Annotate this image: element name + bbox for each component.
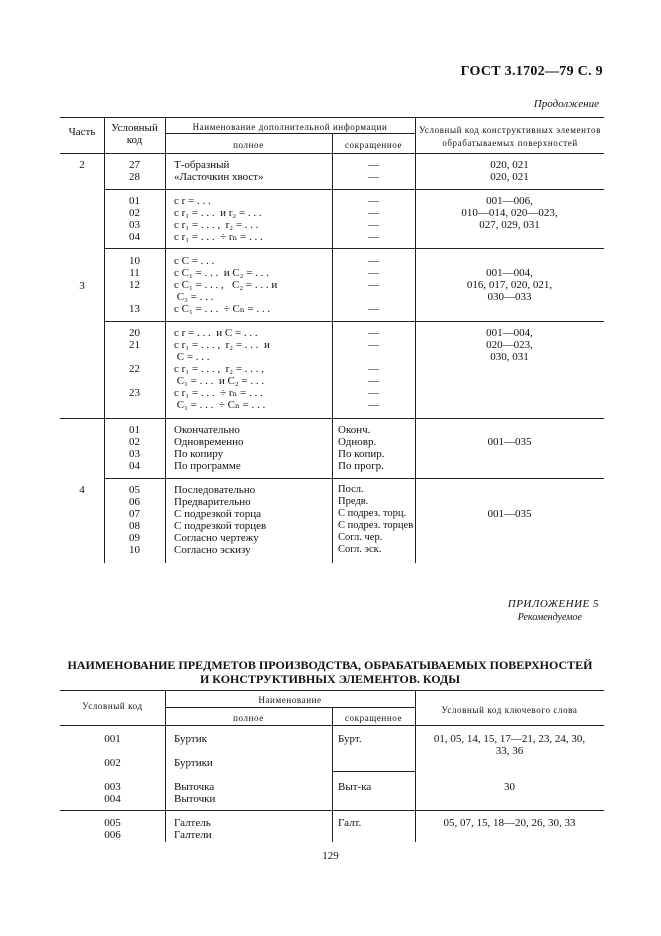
t2-row3-key: 30 bbox=[504, 781, 515, 793]
t2-row3-short: Выт-ка bbox=[338, 781, 372, 793]
codes-g3b: 10 11 12 13 bbox=[129, 255, 140, 315]
page-header: ГОСТ 3.1702—79 С. 9 bbox=[460, 64, 603, 79]
surface-g3a: 001—006, 010—014, 020—023, 027, 029, 031 bbox=[461, 195, 558, 231]
codes-g3c: 20 21 22 23 bbox=[129, 327, 140, 399]
names-g3a: с r = . . . с r₁ = . . . и r₂ = . . . с r₁ = . . . , r₂ = . . . с r₁ = . . . ÷ rₙ = . . . bbox=[174, 195, 263, 243]
t2-row2-code: 002 bbox=[104, 757, 121, 769]
codes-g4b: 05 06 07 08 09 10 bbox=[129, 484, 140, 556]
t2-row4-short: Галт. bbox=[338, 817, 362, 829]
names-g2: Т-образный «Ласточкин хвост» bbox=[174, 159, 264, 183]
shorts-g3a: — — — — bbox=[368, 195, 379, 243]
t2-row4-key: 05, 07, 15, 18—20, 26, 30, 33 bbox=[443, 817, 576, 829]
shorts-g3b: — — — — bbox=[368, 255, 379, 315]
part-2: 2 bbox=[79, 159, 85, 171]
t2-row2-full: Буртики bbox=[174, 757, 213, 769]
col-short-header: сокращенное bbox=[344, 140, 403, 150]
shorts-g3c: — — — — — — bbox=[368, 327, 379, 411]
col-part-header: Часть bbox=[68, 126, 96, 138]
col-surface-header: Условный код конструктивных элементов обрабатываемых поверхностей bbox=[419, 125, 601, 148]
shorts-g2: — — bbox=[368, 159, 379, 183]
shorts-g4a: Оконч. Одновр. По копир. По прогр. bbox=[338, 424, 385, 472]
t2-row1-short: Бурт. bbox=[338, 733, 362, 745]
appendix-title: НАИМЕНОВАНИЕ ПРЕДМЕТОВ ПРОИЗВОДСТВА, ОБРАБАТЫВАЕМЫХ ПОВЕРХНОСТЕЙ И КОНСТРУКТИВНЫХ ЭЛЕМЕНТОВ. КОДЫ bbox=[67, 658, 593, 686]
col-info-header: Наименование дополнительной информации bbox=[192, 122, 388, 132]
t2-row1-code: 001 bbox=[104, 733, 121, 745]
names-g3c: с r = . . . и C = . . . с r₁ = . . . , r₂ = . . . и C = . . . с r₁ = . . . , r₂ = . . . , C₁ = . . . и C₂ = . . . с r₁ = . . . ÷ rₙ = . . . C₁ = . . . ÷ Cₙ = . . . bbox=[174, 327, 270, 411]
names-g3b: с C = . . . с C₁ = . . . и C₂ = . . . с C₁ = . . . , C₂ = . . . и C₃ = . . . с C₁ = . . . ÷ Cₙ = . . . bbox=[174, 255, 278, 315]
surface-g4b: 001—035 bbox=[487, 508, 532, 520]
codes-g3a: 01 02 03 04 bbox=[129, 195, 140, 243]
col-code-header: Условный код bbox=[111, 122, 158, 146]
t2-row3-full: Выточка Выточки bbox=[174, 781, 216, 805]
t2-row4-full: Галтель Галтели bbox=[174, 817, 212, 841]
t2-row3-code: 003 004 bbox=[104, 781, 121, 805]
shorts-g4b: Посл. Предв. С подрез. торц. С подрез. торцев Согл. чер. Согл. эск. bbox=[338, 484, 414, 555]
t2-col-key-header: Условный код ключевого слова bbox=[441, 705, 578, 715]
col-full-header: полное bbox=[233, 140, 264, 150]
surface-g3b: 001—004, 016, 017, 020, 021, 030—033 bbox=[466, 267, 553, 303]
codes-g2: 27 28 bbox=[129, 159, 140, 183]
surface-g3c: 001—004, 020—023, 030, 031 bbox=[486, 327, 533, 363]
appendix-label: ПРИЛОЖЕНИЕ 5 bbox=[507, 598, 599, 610]
appendix-note: Рекомендуемое bbox=[517, 612, 582, 623]
t2-col-code-header: Условный код bbox=[82, 701, 143, 711]
continuation-label: Продолжение bbox=[533, 98, 599, 110]
surface-g2: 020, 021 020, 021 bbox=[490, 159, 529, 183]
page-number: 129 bbox=[322, 850, 339, 862]
part-3: 3 bbox=[79, 280, 85, 292]
part-4: 4 bbox=[79, 484, 85, 496]
t2-row1-key: 01, 05, 14, 15, 17—21, 23, 24, 30, 33, 36 bbox=[433, 733, 586, 757]
t2-col-name-header: Наименование bbox=[258, 695, 322, 705]
t2-col-full-header: полное bbox=[233, 713, 264, 723]
names-g4a: Окончательно Одновременно По копиру По программе bbox=[174, 424, 244, 472]
codes-g4a: 01 02 03 04 bbox=[129, 424, 140, 472]
surface-g4a: 001—035 bbox=[487, 436, 532, 448]
t2-row1-full: Буртик bbox=[174, 733, 207, 745]
t2-col-short-header: сокращенное bbox=[344, 713, 403, 723]
names-g4b: Последовательно Предварительно С подрезкой торца С подрезкой торцев Согласно чертежу Согласно эскизу bbox=[174, 484, 267, 556]
t2-row4-code: 005 006 bbox=[104, 817, 121, 841]
